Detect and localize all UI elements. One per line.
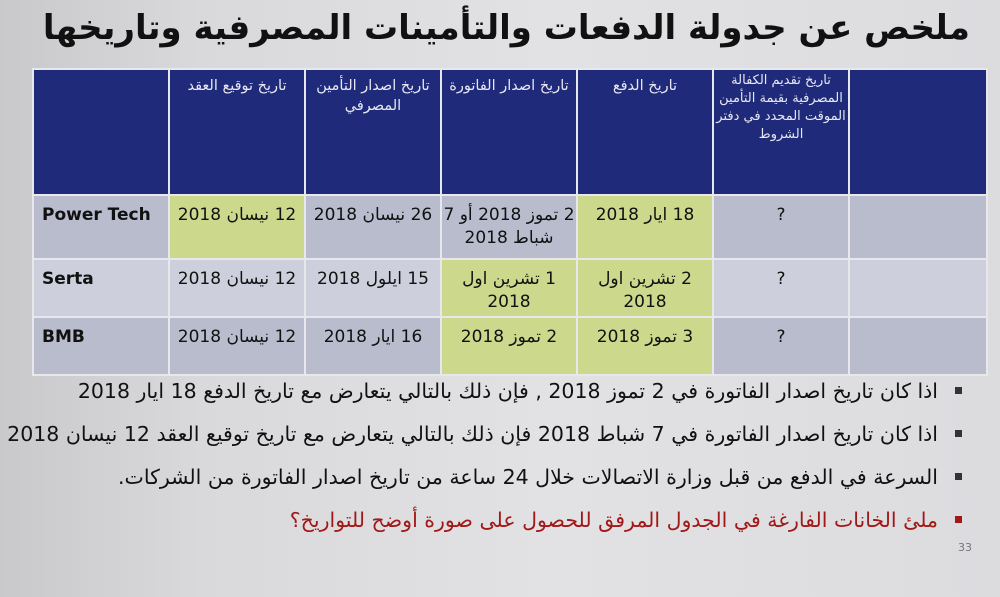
header-empty-right: [849, 69, 987, 195]
header-guarantee-submission-date: تاريخ تقديم الكفالة المصرفية بقيمة التأمين الموقت المحدد في دفتر الشروط: [713, 69, 849, 195]
payment-date-cell: 2 تشرين اول 2018: [577, 259, 713, 317]
header-invoice-issue-date: تاريخ اصدار الفاتورة: [441, 69, 577, 195]
bullet-square-icon: [955, 516, 962, 523]
contract-date-cell: 12 نيسان 2018: [169, 195, 305, 259]
bullet-item: [2, 419, 962, 449]
company-name: Serta: [33, 259, 169, 317]
header-contract-date: تاريخ توقيع العقد: [169, 69, 305, 195]
table-row: [33, 259, 987, 317]
bullet-square-icon: [955, 387, 962, 394]
bullet-square-icon: [955, 430, 962, 437]
payment-date-cell: 18 ايار 2018: [577, 195, 713, 259]
bullet-item-highlight: [2, 505, 962, 535]
contract-date-cell: 12 نيسان 2018: [169, 259, 305, 317]
contract-date-cell: 12 نيسان 2018: [169, 317, 305, 375]
bullet-text: اذا كان تاريخ اصدار الفاتورة في 7 شباط 2018 فإن ذلك بالتالي يتعارض مع تاريخ توقيع العقد 12 نيسان 2018: [7, 422, 938, 446]
header-empty-company: [33, 69, 169, 195]
insurance-issue-date-cell: 16 ايار 2018: [305, 317, 441, 375]
slide-title: ملخص عن جدولة الدفعات والتأمينات المصرفية وتاريخها: [42, 8, 970, 48]
table-header-row: [33, 69, 987, 195]
bullet-text: اذا كان تاريخ اصدار الفاتورة في 2 تموز 2018 , فإن ذلك بالتالي يتعارض مع تاريخ الدفع 18 ايار 2018: [77, 379, 938, 403]
bullet-item: [2, 376, 962, 406]
empty-cell: [849, 317, 987, 375]
bullet-list: [2, 376, 962, 548]
bullet-square-icon: [955, 473, 962, 480]
header-insurance-issue-date: تاريخ اصدار التأمين المصرفي: [305, 69, 441, 195]
guarantee-date-cell: ?: [713, 195, 849, 259]
bullet-text: السرعة في الدفع من قبل وزارة الاتصالات خلال 24 ساعة من تاريخ اصدار الفاتورة من الشركات.: [118, 465, 938, 489]
invoice-issue-date-cell: 1 تشرين اول 2018: [441, 259, 577, 317]
company-name: Power Tech: [33, 195, 169, 259]
header-payment-date: تاريخ الدفع: [577, 69, 713, 195]
payment-schedule-table: [32, 68, 988, 376]
insurance-issue-date-cell: 15 ايلول 2018: [305, 259, 441, 317]
empty-cell: [849, 195, 987, 259]
table-row: [33, 195, 987, 259]
bullet-item: [2, 462, 962, 492]
page-number: 33: [958, 541, 972, 554]
bullet-text: ملئ الخانات الفارغة في الجدول المرفق للحصول على صورة أوضح للتواريخ؟: [289, 508, 938, 532]
payment-date-cell: 3 تموز 2018: [577, 317, 713, 375]
empty-cell: [849, 259, 987, 317]
company-name: BMB: [33, 317, 169, 375]
invoice-issue-date-cell: 2 تموز 2018: [441, 317, 577, 375]
guarantee-date-cell: ?: [713, 259, 849, 317]
invoice-issue-date-cell: 2 تموز 2018 أو 7 شباط 2018: [441, 195, 577, 259]
guarantee-date-cell: ?: [713, 317, 849, 375]
insurance-issue-date-cell: 26 نيسان 2018: [305, 195, 441, 259]
table-row: [33, 317, 987, 375]
